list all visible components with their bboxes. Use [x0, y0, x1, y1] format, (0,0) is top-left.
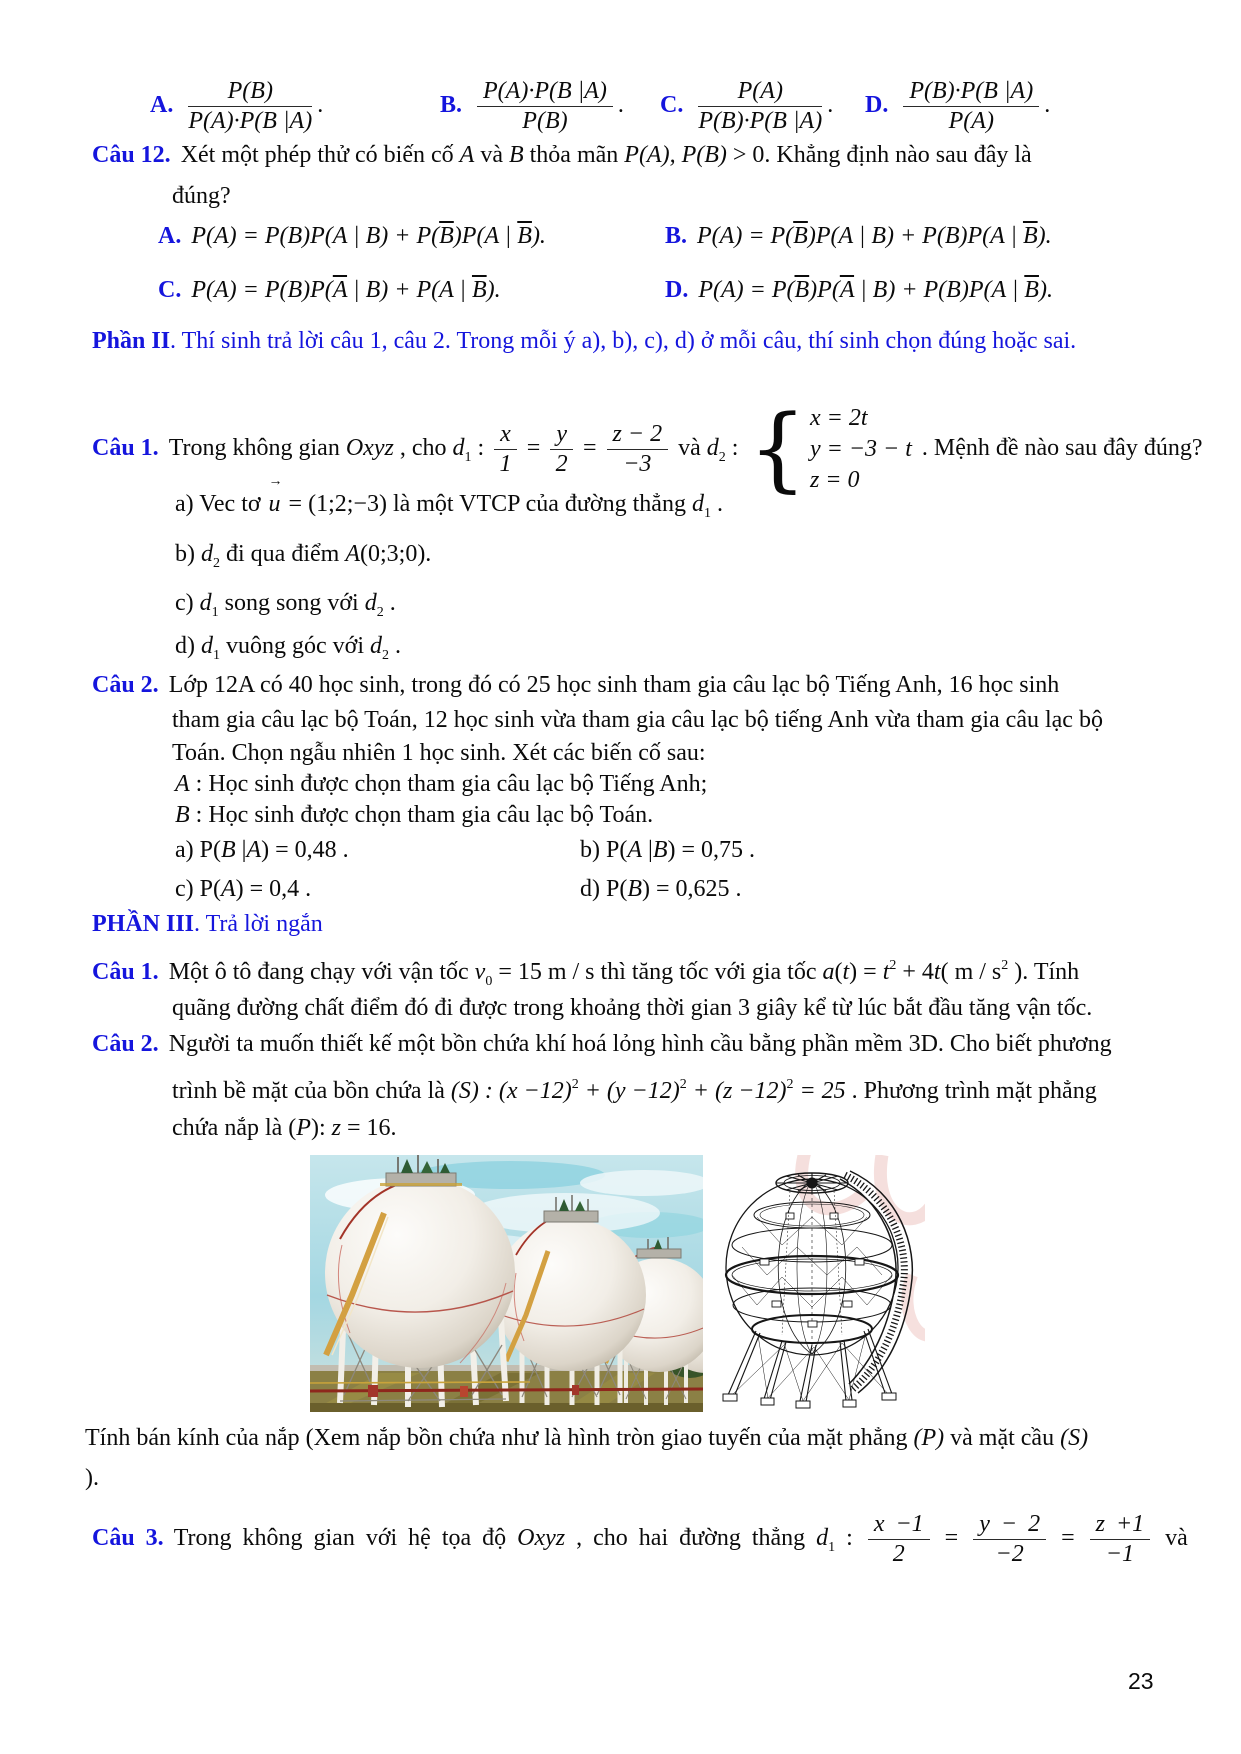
text-run: đi qua điểm [220, 541, 346, 567]
math-variable: d [706, 434, 719, 461]
math-variable: )P(A | [453, 223, 518, 249]
option-text [580, 876, 742, 902]
cau12-option-D [665, 275, 1053, 305]
math-variable: A [345, 541, 360, 567]
system-line: x = 2t [809, 405, 868, 431]
question-text [181, 142, 1032, 168]
math-variable: Oxyz [517, 1525, 566, 1552]
overlined-variable: $\overline{B}$ [471, 277, 487, 303]
fraction-denominator: P(B) [522, 108, 568, 134]
p2-cau2-line1 [92, 670, 1059, 700]
option-formula [697, 223, 1052, 249]
text-run: ) = [849, 959, 883, 985]
question-text: đúng? [172, 183, 231, 209]
gas-tanks-photo [310, 1155, 703, 1419]
fraction-numerator: z +1 [1090, 1511, 1151, 1540]
text-run: ( m / s [940, 959, 1002, 985]
fraction [494, 421, 517, 478]
system-lines [810, 405, 912, 493]
text-run: = (1;2;−3) là một VTCP của đường thẳng [282, 491, 692, 517]
math-variable: t [842, 959, 850, 985]
text-run: . Mệnh đề nào sau đây đúng? [915, 434, 1203, 461]
fraction-numerator: y [550, 421, 573, 450]
overlined-variable: $\overline{B}$ [1022, 223, 1038, 249]
text-run: c) [175, 590, 200, 616]
fraction-numerator: z − 2 [607, 421, 669, 450]
fraction-denominator: 1 [499, 450, 512, 477]
subscript: 2 [213, 556, 220, 571]
section-header-text [92, 328, 1076, 354]
text-run: ( [834, 959, 843, 985]
math-variable: d [452, 434, 465, 461]
item-text [175, 541, 432, 571]
fraction-denominator: P(A)·P(B |A) [188, 108, 313, 134]
cau12-option-A [158, 221, 546, 251]
text-run: ) = 0,625 . [642, 876, 742, 902]
math-variable: d [370, 633, 383, 659]
section-header-text [92, 911, 323, 937]
math-variable: B [220, 837, 236, 863]
bold-text-run: PHẦN III [92, 911, 195, 937]
p2-cau1-item-c [175, 588, 396, 628]
fraction-denominator: −2 [995, 1541, 1024, 1567]
q11-option-A [150, 78, 323, 135]
fraction-denominator: −1 [1105, 1541, 1134, 1567]
text-run: , cho hai đường thẳng [565, 1525, 817, 1552]
question-text: tham gia câu lạc bộ Toán, 12 học sinh vừa tham gia câu lạc bộ tiếng Anh vừa tham gia câu lạc bộ [172, 707, 1103, 733]
fraction-denominator: P(A) [948, 108, 994, 134]
cau12-option-B [665, 221, 1052, 251]
fraction-denominator: −3 [623, 450, 652, 477]
question-label: Câu 2. [92, 672, 159, 698]
text-run: Xét một phép thử có biến cố [180, 142, 460, 168]
question-text: Người ta muốn thiết kế một bồn chứa khí hoá lỏng hình cầu bằng phần mềm 3D. Cho biết phương [168, 1031, 1112, 1057]
text-run: ) = 0,75 . [667, 837, 756, 863]
math-variable: d [199, 590, 212, 616]
text-run: = 16. [340, 1115, 397, 1141]
overlined-variable: $\overline{A}$ [332, 277, 348, 303]
p2-cau2-opt-c [175, 874, 311, 904]
text-run: d) [175, 633, 201, 659]
fraction-numerator: y − 2 [973, 1511, 1046, 1540]
math-variable: A [459, 142, 475, 168]
math-variable: A [627, 837, 643, 863]
fraction-numerator: P(B)·P(B |A) [903, 78, 1039, 107]
superscript: 2 [1001, 958, 1009, 973]
math-variable: | B) + P(A | [347, 277, 472, 303]
text-run: : Học sinh được chọn tham gia câu lạc bộ Toán. [189, 802, 654, 828]
math-variable: = 25 [793, 1078, 846, 1104]
p3-cau3-line [92, 1511, 1188, 1568]
text-run: Trong không gian [168, 434, 346, 461]
overlined-variable: $\overline{A}$ [839, 277, 855, 303]
text-run: : [835, 1525, 864, 1552]
figure-caption-line1 [85, 1423, 1088, 1453]
p2-cau2-opt-b [580, 835, 755, 865]
question-text: quãng đường chất điểm đó đi được trong khoảng thời gian 3 giây kể từ lúc bắt đầu tăng vận tốc. [172, 995, 1093, 1021]
math-variable: P(A) = P( [698, 277, 795, 303]
subscript: 1 [211, 605, 219, 620]
text-run: b) P( [580, 837, 628, 863]
text-run: = [933, 1525, 970, 1552]
question-text [173, 1511, 1188, 1567]
math-variable: )P(A | B) + P(B)P(A | [807, 223, 1023, 249]
question-text [168, 958, 1080, 989]
phan3-header [92, 909, 323, 939]
p2-cau1-intro [92, 395, 1203, 502]
math-variable: + (z −12) [686, 1078, 787, 1104]
p3-cau1-line1 [92, 951, 1079, 997]
fraction-numerator: x [494, 421, 517, 450]
p2-cau2-event-B [175, 800, 653, 830]
gas-tanks-photo-svg [310, 1155, 703, 1412]
cau12-option-C [158, 275, 501, 305]
text-run: = [1050, 1525, 1086, 1552]
option-tail: . [827, 92, 834, 119]
q11-option-D [865, 78, 1050, 135]
text-run: thỏa mãn [523, 142, 625, 168]
superscript: 2 [786, 1077, 794, 1092]
text-run: | [642, 837, 653, 863]
math-variable: + (y −12) [578, 1078, 680, 1104]
text-run: . [710, 491, 723, 517]
system-brace: { [748, 395, 807, 502]
text-run: ): [310, 1115, 332, 1141]
text-run: : [471, 434, 491, 461]
fraction [188, 78, 312, 135]
text-run: và [1154, 1525, 1188, 1552]
fraction [477, 78, 613, 135]
p2-cau2-line3 [172, 738, 706, 768]
math-variable: t [882, 959, 890, 985]
text-run: ) = 0,48 . [261, 837, 349, 863]
question-text: Lớp 12A có 40 học sinh, trong đó có 25 học sinh tham gia câu lạc bộ Tiếng Anh, 16 học sinh [168, 672, 1060, 698]
q11-option-B [440, 78, 624, 135]
phan2-header [92, 326, 1076, 356]
system-line: y = −3 − t [809, 436, 912, 462]
math-variable: (S) : (x −12) [450, 1078, 572, 1104]
math-variable: (P) [913, 1425, 945, 1451]
text-run: c) P( [175, 876, 221, 902]
tank-wireframe-svg [712, 1155, 925, 1413]
item-text [175, 633, 402, 663]
p3-cau1-line2 [172, 993, 1092, 1023]
option-formula [698, 277, 1053, 303]
math-variable: P(A) = P(B)P( [191, 277, 333, 303]
text-run: và [672, 434, 707, 461]
fraction-denominator: 2 [555, 450, 568, 477]
text-run: trình bề mặt của bồn chứa là [172, 1078, 451, 1104]
text-run: : [725, 434, 745, 461]
subscript: 2 [376, 605, 384, 620]
text-run: . Thí sinh trả lời câu 1, câu 2. Trong mỗi ý a), b), c), d) ở mỗi câu, thí sinh chọn đúng hoặc sai. [170, 328, 1077, 354]
overlined-variable: $\overline{B}$ [794, 277, 810, 303]
option-letter: D. [665, 277, 689, 303]
text-run: chứa nắp là ( [172, 1115, 297, 1141]
option-tail: . [617, 92, 624, 119]
text-run: vuông góc với [220, 633, 371, 659]
option-letter: C. [660, 92, 684, 119]
text-run: + 4 [896, 959, 934, 985]
cau12-line2 [172, 181, 231, 211]
figure-caption-line2 [85, 1463, 99, 1493]
text-run: = 15 m / s thì tăng tốc với gia tốc [492, 959, 823, 985]
math-variable: z [331, 1115, 341, 1141]
math-variable: A [246, 837, 262, 863]
math-variable: ). [486, 277, 501, 303]
math-variable: d [816, 1525, 829, 1552]
fraction-numerator: P(B) [188, 78, 312, 107]
question-label: Câu 12. [92, 142, 171, 168]
fraction [698, 78, 822, 135]
p2-cau1-item-b [175, 539, 431, 579]
question-text [168, 395, 1203, 502]
p2-cau2-opt-d [580, 874, 742, 904]
p3-cau2-line2 [172, 1070, 1097, 1106]
event-text [175, 771, 707, 797]
superscript: 2 [571, 1077, 579, 1092]
math-variable: Oxyz [345, 434, 394, 461]
q11-option-C [660, 78, 833, 135]
math-variable: B [627, 876, 643, 902]
text-run: | [235, 837, 247, 863]
fraction-numerator: x −1 [868, 1511, 930, 1540]
text-run: . [383, 590, 396, 616]
math-variable: ). [531, 223, 546, 249]
bold-text-run: Phần II [92, 328, 171, 354]
p2-cau2-event-A [175, 769, 707, 799]
math-variable: B [175, 802, 190, 828]
overlined-variable: $\overline{B}$ [439, 223, 454, 249]
fraction-denominator: 2 [892, 1541, 905, 1567]
subscript: 0 [485, 974, 493, 989]
text-run: b) [175, 541, 201, 567]
caption-text [85, 1425, 1088, 1451]
option-letter: C. [158, 277, 182, 303]
subscript: 1 [213, 648, 220, 663]
question-label: Câu 1. [92, 434, 159, 461]
overlined-variable: $\overline{B}$ [793, 223, 808, 249]
math-variable: t [933, 959, 941, 985]
cau12-line1 [92, 140, 1032, 170]
text-run: . Trả lời ngắn [194, 911, 323, 937]
p2-cau2-line2 [172, 705, 1103, 735]
option-formula [191, 277, 500, 303]
vector-arrow-icon: → [268, 474, 283, 489]
text-run: , cho [393, 434, 453, 461]
math-variable: ). [1038, 277, 1053, 303]
superscript: 2 [679, 1077, 687, 1092]
option-letter: B. [440, 92, 463, 119]
item-text [175, 474, 723, 521]
vector-variable: u → [268, 474, 283, 517]
question-label: Câu 1. [92, 959, 159, 985]
math-variable: a [822, 959, 835, 985]
option-tail: . [1044, 92, 1051, 119]
subscript: 1 [703, 506, 711, 521]
fraction-numerator: P(A)·P(B |A) [477, 78, 613, 107]
fraction [1090, 1511, 1151, 1568]
subscript: 1 [828, 1540, 836, 1556]
text-run: . [389, 633, 402, 659]
system-line: z = 0 [809, 467, 860, 493]
subscript: 2 [718, 449, 726, 465]
p2-cau1-item-a [175, 474, 723, 529]
text-run: và mặt cầu [944, 1425, 1061, 1451]
math-variable: A [220, 876, 236, 902]
fraction [607, 421, 669, 478]
p3-cau2-line1 [92, 1029, 1112, 1059]
subscript: 1 [464, 449, 472, 465]
math-variable: P(A) = P(B)P(A | B) + P( [191, 223, 440, 249]
math-variable: | B) + P(B)P(A | [854, 277, 1025, 303]
item-text [175, 590, 396, 620]
option-letter: D. [865, 92, 889, 119]
page-number: 23 [1128, 1668, 1154, 1694]
text-run: a) Vec tơ [175, 491, 267, 517]
text-run: = [520, 434, 547, 461]
text-run: và [474, 142, 509, 168]
fraction [550, 421, 573, 478]
overlined-variable: $\overline{B}$ [517, 223, 532, 249]
equation-system [748, 395, 912, 502]
text-run: (0;3;0). [359, 541, 432, 567]
caption-text: ). [85, 1465, 99, 1491]
math-variable: )P( [809, 277, 840, 303]
question-text [172, 1078, 1097, 1104]
option-tail: . [317, 92, 324, 119]
p3-cau2-line3 [172, 1113, 397, 1143]
overlined-variable: $\overline{B}$ [1024, 277, 1039, 303]
text-run: Tính bán kính của nắp (Xem nắp bồn chứa như là hình tròn giao tuyến của mặt phẳng [85, 1425, 914, 1451]
text-run: = [577, 434, 603, 461]
option-formula [191, 223, 546, 249]
text-run: : Học sinh được chọn tham gia câu lạc bộ Tiếng Anh; [189, 771, 708, 797]
math-variable: d [201, 541, 213, 567]
text-run: d) P( [580, 876, 628, 902]
text-run: . Phương trình mặt phẳng [845, 1078, 1097, 1104]
tank-wireframe-figure [712, 1155, 925, 1420]
math-variable: (S) [1060, 1425, 1089, 1451]
text-run: > 0. Khẳng định nào sau đây là [726, 142, 1032, 168]
question-text: Toán. Chọn ngẫu nhiên 1 học sinh. Xét các biến cố sau: [172, 740, 706, 766]
option-letter: B. [665, 223, 688, 249]
text-run: Một ô tô đang chạy với vận tốc [168, 959, 475, 985]
option-text [580, 837, 755, 863]
p2-cau2-opt-a [175, 835, 349, 865]
math-variable: P(A) = P( [697, 223, 794, 249]
text-run: song song với [218, 590, 365, 616]
option-letter: A. [150, 92, 174, 119]
option-letter: A. [158, 223, 182, 249]
text-run: ). Tính [1008, 959, 1080, 985]
superscript: 2 [889, 958, 897, 973]
math-variable: B [652, 837, 668, 863]
option-text [175, 837, 349, 863]
text-run: ) = 0,4 . [235, 876, 312, 902]
event-text [175, 802, 653, 828]
option-text [175, 876, 311, 902]
math-variable: ). [1037, 223, 1052, 249]
question-text [172, 1115, 397, 1141]
question-label: Câu 3. [92, 1525, 164, 1552]
fraction-denominator: P(B)·P(B |A) [698, 108, 823, 134]
math-variable: P(A), P(B) [624, 142, 727, 168]
math-variable: P [296, 1115, 311, 1141]
wireframe-top-platform [776, 1173, 848, 1193]
text-run: a) P( [175, 837, 221, 863]
text-run: Trong không gian với hệ tọa độ [173, 1525, 518, 1552]
subscript: 2 [382, 648, 390, 663]
question-label: Câu 2. [92, 1031, 159, 1057]
math-variable: d [364, 590, 377, 616]
fraction [903, 78, 1039, 135]
fraction-numerator: P(A) [698, 78, 822, 107]
math-variable: B [508, 142, 524, 168]
p2-cau1-item-d [175, 631, 401, 671]
math-variable: A [175, 771, 190, 797]
math-variable: d [201, 633, 213, 659]
fraction [973, 1511, 1046, 1568]
fraction [868, 1511, 930, 1568]
math-variable: d [691, 491, 704, 517]
math-variable: v [474, 959, 486, 985]
